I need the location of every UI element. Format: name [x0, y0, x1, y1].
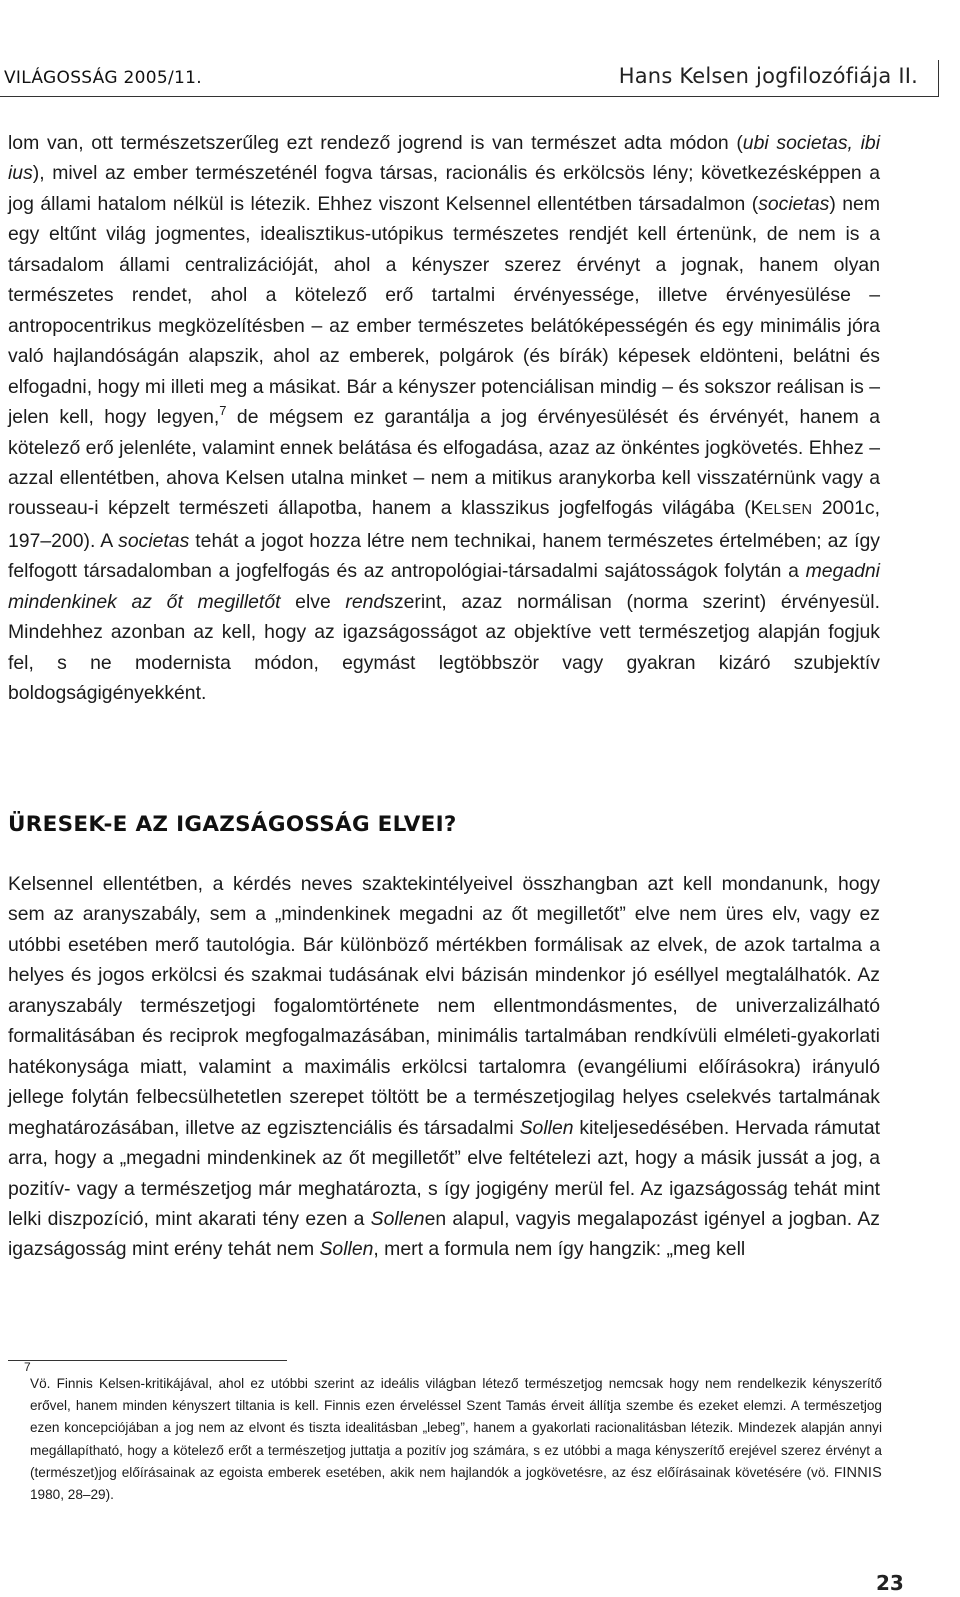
article-title-label: Hans Kelsen jogfilozófiája II.: [618, 64, 918, 88]
body-paragraph-2: Kelsennel ellentétben, a kérdés neves szaktekintélyeivel összhangban azt kell mondanunk, hogy sem az aranyszabály, sem a „mindenkinek megadni az őt megilletőt” elve nem üres elv, vagy ez utóbbi esetében merő tautológia. Bár különböző mértékben formálisak az elvek, de azok tartalma a helyes és jogos erkölcsi és szakmai tudásának elvi bázisán mindenkor jó eséllyel megtalálhatók. Az aranyszabály természetjogi fogalomtörténete nem ellentmondásmentes, de univerzalizálható formalitásában és reciprok megfogalmazásában, minimális tartalmában rendkívüli elméleti-gyakorlati hatékonysága miatt, valamint a maximális erkölcsi tartalomra (evangéliumi előírásokra) irányuló jellege folytán felbecsülhetetlen szerepet töltött be a természetjogilag helyes cselekvés tartalmának meghatározásában, illetve az egzisztenciális és társadalmi Sollen kiteljesedésében. Hervada rámutat arra, hogy a „megadni mindenkinek az őt megilletőt” elve feltételezi azt, hogy a másik jussát a jog, a pozitív- vagy a természetjog már meghatározta, s így jogigény merül fel. Az igazságosság tehát mint lelki diszpozíció, mint akarati tény ezen a Sollenen alapul, vagyis megalapozást igényel a jogban. Az igazságosság mint erény tehát nem Sollen, mert a formula nem így hangzik: „meg kell: [8, 873, 880, 1261]
body-paragraph-1: lom van, ott természetszerűleg ezt rendező jogrend is van természet adta módon (ubi societas, ibi ius), mivel az ember természeténél fogva társas, racionális és erkölcsös lény; következésképpen a jog állami hatalom nélkül is létezik. Ehhez viszont Kelsennel ellentétben társadalmon (societas) nem egy eltűnt világ jogmentes, idealisztikus-utópikus természetes rendjét kell értenünk, de nem is a társadalom állami centralizációját, ahol a kényszer szerez érvényt a jognak, hanem olyan természetes rendet, ahol a kötelező erő tartalmi érvényessége, illetve érvényesülése – antropocentrikus megközelítésben – az ember természetes belátóképességén és egy minimális jóra való hajlandóságán alapszik, ahol az emberek, polgárok (és bírák) képesek eldönteni, belátni és elfogadni, hogy mi illeti meg a másikat. Bár a kényszer potenciálisan mindig – és sokszor reálisan is – jelen kell, hogy legyen,$^7$ de mégsem ez garantálja a jog érvényesülését és érvényét, hanem a kötelező erő jelenléte, valamint ennek belátása és elfogadása, azaz az önkéntes jogkövetés. Ehhez – azzal ellentétben, ahova Kelsen utalna minket – nem a mitikus aranykorba kell visszatérnünk vagy a rousseau-i képzelt természeti állapotba, hanem a klasszikus jogfelfogás világába (KELSEN 2001c, 197–200). A societas tehát a jogot hozza létre nem technikai, hanem természetes értelmében; az így felfogott társadalomban a jogfelfogás és az antropológiai-társadalmi sajátosságok folytán a megadni mindenkinek az őt megilletőt elve rendszerint, azaz normálisan (norma szerint) érvényesül. Mindehhez azonban az kell, hogy az igazságosságot az objektíve vett természetjog alapján fogjuk fel, s ne modernista módon, egymást legtöbbször vagy gyakran kizáró szubjektív boldogságigényekként.: [8, 132, 880, 705]
journal-issue-label: VILÁGOSSÁG 2005/11.: [4, 68, 202, 88]
section-heading: ÜRESEK-E AZ IGAZSÁGOSSÁG ELVEI?: [8, 812, 457, 837]
running-header: [0, 60, 939, 97]
footnote-divider: [8, 1360, 287, 1361]
footnote-7: 7 Vö. Finnis Kelsen-kritikájával, ahol ez utóbbi szerint az ideális világban létező természetjog nemcsak hogy nem rendelkezik kényszerítő erővel, hanem minden kényszert tiltania is kell. Finnis ezen érveléssel Szent Tamás érveit állítja szembe és ezeket elemzi. A természetjog ezen koncepciójában a jog nem az elvont és tiszta idealitásban „lebeg”, hanem a gyakorlati racionalitásban létezik. Mindezek alapján annyi megállapítható, hogy a kötelező erőt a természetjog juttatja a pozitív jog számára, s ez utóbbi a maga kényszerítő erejével szerez érvényt a (természet)jog előírásainak az egoista emberek esetében, akik nem hajlandók a jogkövetésre, az ész előírásainak követésére (vö. FINNIS 1980, 28–29).: [24, 1360, 882, 1503]
page-number: 23: [876, 1571, 904, 1595]
footnote-ref-7[interactable]: 7: [219, 403, 227, 419]
